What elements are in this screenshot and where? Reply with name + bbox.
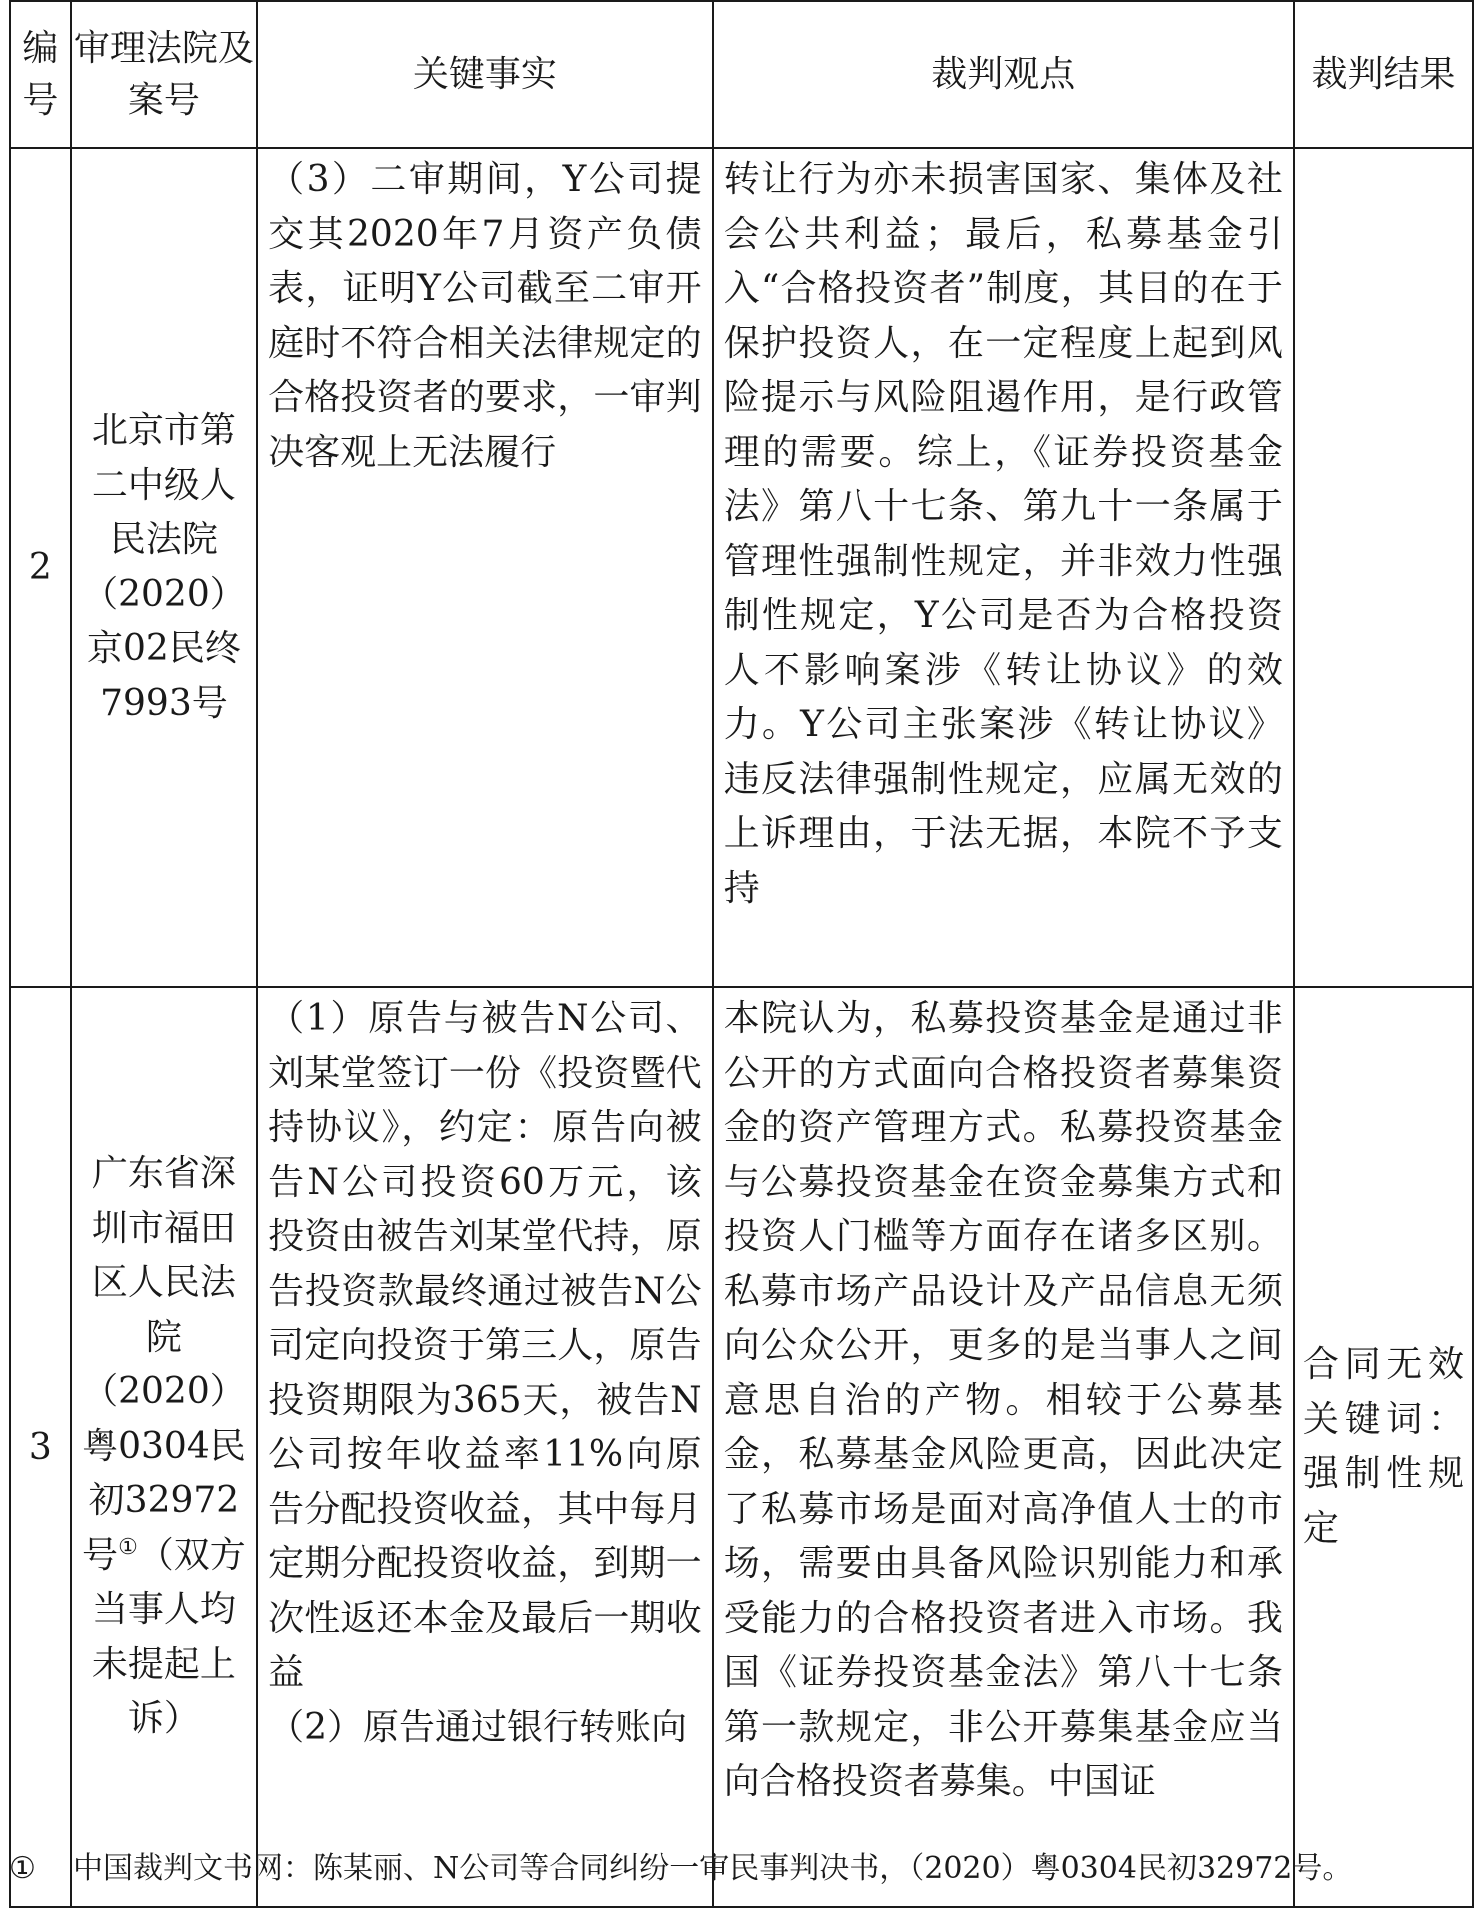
header-num: 编号 (10, 1, 71, 148)
judgment-result (1294, 148, 1473, 987)
case-number: 2 (10, 148, 71, 987)
judgment-view: 本院认为，私募投资基金是通过非公开的方式面向合格投资者募集资金的资产管理方式。私募投资基金与公募投资基金在资金募集方式和投资人门槛等方面存在诸多区别。私募市场产品设计及产品信息无须向公众公开，更多的是当事人之间意思自治的产物。相较于公募基金，私募基金风险更高，因此决定了私募市场是面对高净值人士的市场，需要由具备风险识别能力和承受能力的合格投资者进入市场。我国《证券投资基金法》第八十七条第一款规定，非公开募集基金应当向合格投资者募集。中国证 (713, 987, 1294, 1907)
court-and-case-no (71, 148, 257, 987)
case-number: 3 (10, 987, 71, 1907)
judgment-result: 合同无效关键词：强制性规定 (1294, 987, 1473, 1907)
judgment-view: 转让行为亦未损害国家、集体及社会公共利益；最后，私募基金引入“合格投资者”制度，其目的在于保护投资人，在一定程度上起到风险提示与风险阻遏作用，是行政管理的需要。综上，《证券投资基金法》第八十七条、第九十一条属于管理性强制性规定，并非效力性强制性规定，Y公司是否为合格投资人不影响案涉《转让协议》的效力。Y公司主张案涉《转让协议》违反法律强制性规定，应属无效的上诉理由，于法无据，本院不予支持 (713, 148, 1294, 987)
header-facts: 关键事实 (257, 1, 713, 148)
header-row (10, 1, 1473, 148)
footnote-ref: ① (118, 1534, 138, 1560)
case-table (9, 0, 1474, 1908)
fact-paragraph: （3）二审期间，Y公司提交其2020年7月资产负债表，证明Y公司截至二审开庭时不符合相关法律规定的合格投资者的要求，一审判决客观上无法履行 (268, 159, 702, 473)
court-and-case-no (71, 987, 257, 1907)
header-court: 审理法院及案号 (71, 1, 257, 148)
footnote-text: 中国裁判文书网：陈某丽、N公司等合同纠纷一审民事判决书，（2020）粤0304民初32972号。 (73, 1851, 1353, 1886)
fact-paragraph: （1）原告与被告N公司、刘某堂签订一份《投资暨代持协议》，约定：原告向被告N公司投资60万元，该投资由被告刘某堂代持，原告投资款最终通过被告N公司定向投资于第三人，原告投资期限为365天，被告N公司按年收益率11%向原告分配投资收益，其中每月定期分配投资收益，到期一次性返还本金及最后一期收益 (268, 998, 702, 1693)
key-facts (257, 148, 713, 987)
footnote-mark: ① (9, 1851, 36, 1886)
table-row (10, 148, 1473, 987)
court-text: 广东省深圳市福田区人民法院（2020）粤0304民初32972号 (82, 1153, 246, 1576)
footnote (9, 1849, 1474, 1889)
header-result: 裁判结果 (1294, 1, 1473, 148)
header-view: 裁判观点 (713, 1, 1294, 148)
fact-paragraph: （2）原告通过银行转账向 (268, 1706, 688, 1748)
key-facts (257, 987, 713, 1907)
table-row (10, 987, 1473, 1907)
court-text: 北京市第二中级人民法院（2020）京02民终7993号 (82, 410, 246, 724)
court-extra-note: （双方当事人均未提起上诉） (91, 1534, 246, 1740)
